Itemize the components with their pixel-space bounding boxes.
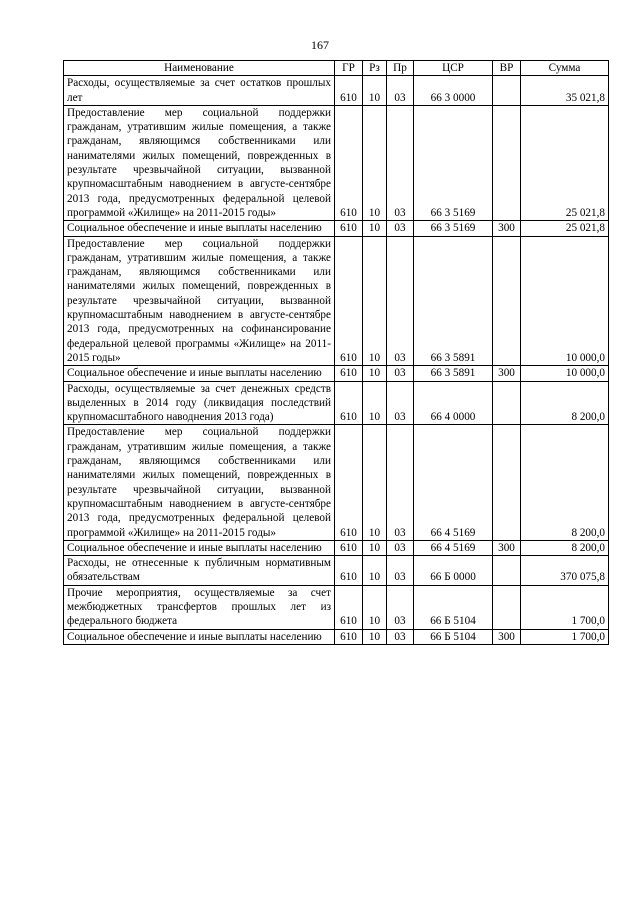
cell-pr: 03: [387, 540, 414, 555]
cell-rz: 10: [363, 425, 387, 540]
cell-pr: 03: [387, 556, 414, 586]
cell-vr: [493, 585, 521, 629]
cell-gr: 610: [335, 585, 363, 629]
cell-sum: 8 200,0: [521, 425, 609, 540]
cell-sum: 1 700,0: [521, 629, 609, 644]
cell-name: Расходы, не отнесенные к публичным нормативным обязательствам: [64, 556, 335, 586]
cell-gr: 610: [335, 221, 363, 236]
cell-gr: 610: [335, 381, 363, 425]
cell-vr: [493, 381, 521, 425]
header-csr: ЦСР: [414, 61, 493, 76]
header-sum: Сумма: [521, 61, 609, 76]
cell-pr: 03: [387, 105, 414, 220]
table-row: [64, 366, 609, 381]
cell-vr: [493, 425, 521, 540]
cell-rz: 10: [363, 556, 387, 586]
cell-csr: 66 Б 5104: [414, 629, 493, 644]
cell-name: Расходы, осуществляемые за счет денежных средств выделенных в 2014 году (ликвидация последствий крупномасштабного наводнения 2013 года): [64, 381, 335, 425]
table-row: [64, 540, 609, 555]
table-row: [64, 236, 609, 366]
header-rz: Рз: [363, 61, 387, 76]
table-row: [64, 629, 609, 644]
cell-rz: 10: [363, 585, 387, 629]
cell-vr: 300: [493, 629, 521, 644]
cell-csr: 66 Б 0000: [414, 556, 493, 586]
cell-rz: 10: [363, 236, 387, 366]
table-row: [64, 585, 609, 629]
budget-table: [63, 60, 609, 645]
cell-csr: 66 4 0000: [414, 381, 493, 425]
cell-gr: 610: [335, 629, 363, 644]
table-header-row: [64, 61, 609, 76]
cell-gr: 610: [335, 540, 363, 555]
page-number: 167: [311, 38, 329, 52]
cell-vr: [493, 236, 521, 366]
table-row: [64, 221, 609, 236]
header-pr: Пр: [387, 61, 414, 76]
cell-sum: 8 200,0: [521, 381, 609, 425]
cell-pr: 03: [387, 366, 414, 381]
table-row: [64, 105, 609, 220]
cell-csr: 66 3 5169: [414, 221, 493, 236]
cell-sum: 35 021,8: [521, 76, 609, 106]
cell-vr: [493, 556, 521, 586]
cell-vr: 300: [493, 366, 521, 381]
cell-vr: [493, 105, 521, 220]
cell-sum: 370 075,8: [521, 556, 609, 586]
header-name: Наименование: [64, 61, 335, 76]
cell-vr: 300: [493, 540, 521, 555]
cell-gr: 610: [335, 236, 363, 366]
cell-rz: 10: [363, 381, 387, 425]
cell-name: Прочие мероприятия, осуществляемые за счет межбюджетных трансфертов прошлых лет из федерального бюджета: [64, 585, 335, 629]
cell-rz: 10: [363, 629, 387, 644]
cell-csr: 66 Б 5104: [414, 585, 493, 629]
table-row: [64, 425, 609, 540]
cell-pr: 03: [387, 381, 414, 425]
cell-sum: 10 000,0: [521, 236, 609, 366]
cell-rz: 10: [363, 105, 387, 220]
table-row: [64, 556, 609, 586]
cell-sum: 25 021,8: [521, 105, 609, 220]
cell-gr: 610: [335, 76, 363, 106]
cell-gr: 610: [335, 556, 363, 586]
header-vr: ВР: [493, 61, 521, 76]
cell-pr: 03: [387, 629, 414, 644]
table-row: [64, 381, 609, 425]
cell-csr: 66 4 5169: [414, 425, 493, 540]
cell-sum: 25 021,8: [521, 221, 609, 236]
cell-sum: 8 200,0: [521, 540, 609, 555]
cell-pr: 03: [387, 585, 414, 629]
cell-name: Расходы, осуществляемые за счет остатков прошлых лет: [64, 76, 335, 106]
cell-csr: 66 3 0000: [414, 76, 493, 106]
cell-csr: 66 4 5169: [414, 540, 493, 555]
cell-name: Предоставление мер социальной поддержки гражданам, утратившим жилые помещения, а также гражданам, являющимся собственниками или нанимателями жилых помещений, поврежденных в результате чрезвычайной ситуации, вызванной крупномасштабным наводнением в августе-сентябре 2013 года, предусмотренных федеральной целевой программой «Жилище» на 2011-2015 годы»: [64, 425, 335, 540]
cell-pr: 03: [387, 76, 414, 106]
cell-sum: 10 000,0: [521, 366, 609, 381]
cell-csr: 66 3 5891: [414, 236, 493, 366]
cell-rz: 10: [363, 366, 387, 381]
cell-name: Социальное обеспечение и иные выплаты населению: [64, 629, 335, 644]
cell-gr: 610: [335, 366, 363, 381]
cell-csr: 66 3 5891: [414, 366, 493, 381]
cell-rz: 10: [363, 540, 387, 555]
cell-pr: 03: [387, 236, 414, 366]
cell-name: Предоставление мер социальной поддержки гражданам, утратившим жилые помещения, а также гражданам, являющимся собственниками или нанимателями жилых помещений, поврежденных в результате чрезвычайной ситуации, вызванной крупномасштабным наводнением в августе-сентябре 2013 года, предусмотренных федеральной целевой программой «Жилище» на 2011-2015 годы»: [64, 105, 335, 220]
cell-csr: 66 3 5169: [414, 105, 493, 220]
cell-rz: 10: [363, 221, 387, 236]
table-row: [64, 76, 609, 106]
cell-pr: 03: [387, 425, 414, 540]
cell-name: Социальное обеспечение и иные выплаты населению: [64, 540, 335, 555]
header-gr: ГР: [335, 61, 363, 76]
cell-gr: 610: [335, 425, 363, 540]
cell-name: Предоставление мер социальной поддержки гражданам, утратившим жилые помещения, а также гражданам, являющимся собственниками или нанимателями жилых помещений, поврежденных в результате чрезвычайной ситуации, вызванной крупномасштабным наводнением в августе-сентябре 2013 года, предусмотренных на софинансирование федеральной целевой программы «Жилище» на 2011-2015 годы»: [64, 236, 335, 366]
cell-name: Социальное обеспечение и иные выплаты населению: [64, 221, 335, 236]
cell-gr: 610: [335, 105, 363, 220]
cell-vr: [493, 76, 521, 106]
cell-rz: 10: [363, 76, 387, 106]
cell-pr: 03: [387, 221, 414, 236]
cell-vr: 300: [493, 221, 521, 236]
cell-name: Социальное обеспечение и иные выплаты населению: [64, 366, 335, 381]
cell-sum: 1 700,0: [521, 585, 609, 629]
